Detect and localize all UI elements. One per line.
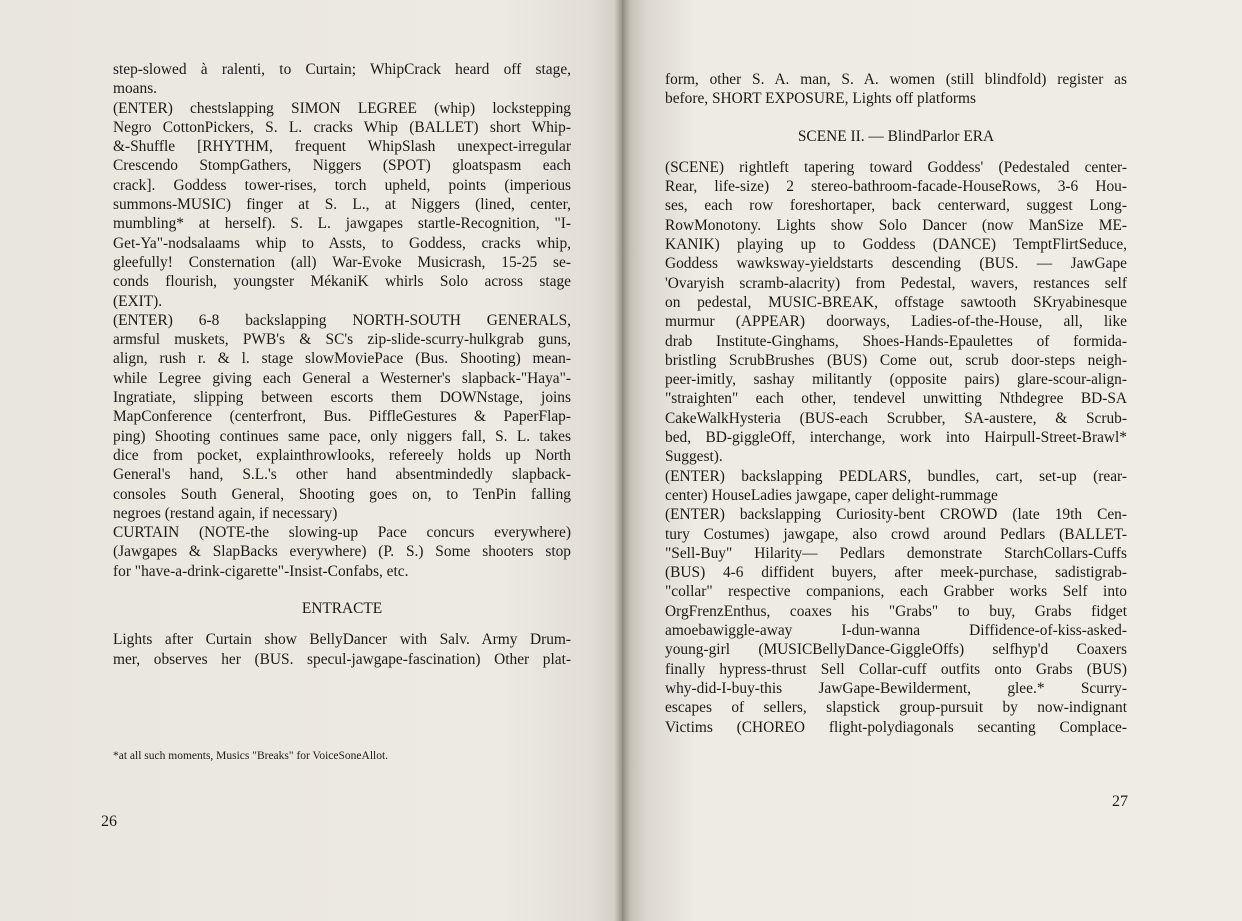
text-line: murmur (APPEAR) doorways, Ladies-of-the-House, all, like [665,313,1127,331]
section-heading-entracte: ENTRACTE [301,600,383,618]
text-line: (ENTER) 6-8 backslapping NORTH-SOUTH GENERALS, [113,311,571,329]
text-line: bed, BD-giggleOff, interchange, work into Hairpull-Street-Brawl* [665,429,1127,447]
text-line: MapConference (centerfront, Bus. PiffleGestures & PaperFlap- [113,408,571,426]
text-line: &-Shuffle [RHYTHM, frequent WhipSlash unexpect-irregular [113,138,571,156]
text-line: General's hand, S.L.'s other hand absentmindedly slapback- [113,466,571,484]
text-line: step-slowed à ralenti, to Curtain; WhipCrack heard off stage, [113,61,571,78]
text-line: amoebawiggle-away I-dun-wanna Diffidence-of-kiss-asked- [665,622,1127,640]
left-page-text [113,60,571,669]
text-line: Goddess wawksway-yieldstarts descending (BUS. — JawGape [665,255,1127,273]
text-line: armsful muskets, PWB's & SC's zip-slide-scurry-hulkgrab guns, [113,331,571,349]
text-line: (ENTER) backslapping PEDLARS, bundles, cart, set-up (rear- [665,467,1127,485]
text-line: Ingratiate, slipping between escorts them DOWNstage, joins [113,389,571,407]
text-line: moans. [113,80,158,98]
text-line: (BUS) 4-6 diffident buyers, after meek-purchase, sadistigrab- [665,564,1127,582]
text-line: before, SHORT EXPOSURE, Lights off platforms [665,90,977,108]
text-line: (ENTER) backslapping Curiosity-bent CROWD (late 19th Cen- [665,506,1127,524]
text-line: ses, each row foreshortaper, back centerward, suggest Long- [665,197,1127,215]
text-line: CURTAIN (NOTE-the slowing-up Pace concurs everywhere) [113,524,571,542]
text-line: align, rush r. & l. stage slowMoviePace (Bus. Shooting) mean- [113,350,571,368]
text-line: peer-imitly, sashay militantly (opposite pairs) glare-scour-align- [665,371,1127,389]
text-line: consoles South General, Shooting goes on, to TenPin falling [113,485,571,503]
text-line: tury Costumes) jawgape, also crowd around Pedlars (BALLET- [665,525,1127,543]
text-line: KANIK) playing up to Goddess (DANCE) TemptFlirtSeduce, [665,236,1127,254]
text-line: summons-MUSIC) finger at S. L., at Niggers (lined, center, [113,196,571,214]
book-gutter-shadow [614,0,630,921]
text-line: while Legree giving each General a Westerner's slapback-"Haya"- [113,369,571,387]
text-line: RowMonotony. Lights show Solo Dancer (now ManSize ME- [665,216,1127,234]
text-line: CakeWalkHysteria (BUS-each Scrubber, SA-austere, & Scrub- [665,409,1127,427]
footnote: *at all such moments, Musics "Breaks" for VoiceSoneAllot. [113,750,389,762]
right-page-text [665,70,1127,737]
text-line: 'Ovaryish scramb-alacrity) from Pedestal, wavers, restances self [665,274,1127,292]
text-line: young-girl (MUSICBellyDance-GiggleOffs) selfhyp'd Coaxers [665,641,1127,659]
text-line: Lights after Curtain show BellyDancer with Salv. Army Drum- [113,631,571,649]
text-line: bristling ScrubBrushes (BUS) Come out, scrub door-steps neigh- [665,351,1127,369]
text-line: Victims (CHOREO flight-polydiagonals secanting Complace- [665,718,1127,736]
text-line: Get-Ya"-nodsalaams whip to Assts, to Goddess, cracks whip, [113,234,571,252]
section-heading-scene-ii: SCENE II. — BlindParlor ERA [797,127,995,145]
text-line: (Jawgapes & SlapBacks everywhere) (P. S.) Some shooters stop [113,543,571,561]
text-line: Suggest). [665,448,723,466]
text-line: mer, observes her (BUS. specul-jawgape-fascination) Other plat- [113,650,571,668]
text-line: (EXIT). [113,292,163,310]
text-line: for "have-a-drink-cigarette"-Insist-Confabs, etc. [113,562,409,580]
text-line: why-did-I-buy-this JawGape-Bewilderment, glee.* Scurry- [665,679,1127,697]
text-line: OrgFrenzEnthus, coaxes his "Grabs" to buy, Grabs fidget [665,602,1127,620]
text-line: "collar" respective companions, each Grabber works Self into [665,583,1127,601]
text-line: conds flourish, youngster MékaniK whirls Solo across stage [113,273,571,291]
text-line: form, other S. A. man, S. A. women (still blindfold) register as [665,71,1127,88]
text-line: (ENTER) chestslapping SIMON LEGREE (whip) lockstepping [113,99,571,117]
text-line: gleefully! Consternation (all) War-Evoke Musicrash, 15-25 se- [113,253,571,271]
text-line: finally hypress-thrust Sell Collar-cuff outfits onto Grabs (BUS) [665,660,1127,678]
text-line: (SCENE) rightleft tapering toward Goddess' (Pedestaled center- [665,158,1127,176]
text-line: Negro CottonPickers, S. L. cracks Whip (BALLET) short Whip- [113,118,571,136]
text-line: Rear, life-size) 2 stereo-bathroom-facade-HouseRows, 3-6 Hou- [665,178,1127,196]
text-line: escapes of sellers, slapstick group-pursuit by now-indignant [665,699,1127,717]
text-line: on pedestal, MUSIC-BREAK, offstage sawtooth SKryabinesque [665,293,1127,311]
right-page [622,0,1242,921]
text-line: center) HouseLadies jawgape, caper delight-rummage [665,486,998,504]
text-line: Crescendo StompGathers, Niggers (SPOT) gloatspasm each [113,157,571,175]
page-number: 27 [1112,793,1128,810]
text-line: drab Institute-Ginghams, Shoes-Hands-Epaulettes of formida- [665,332,1127,350]
text-line: "straighten" each other, tendevel unwitting Nthdegree BD-SA [665,390,1127,408]
text-line: dice from pocket, explainthrowlooks, refereely holds up North [113,446,571,464]
text-line: crack]. Goddess tower-rises, torch upheld, points (imperious [113,176,571,194]
text-line: negroes (restand again, if necessary) [113,504,338,522]
text-line: ping) Shooting continues same pace, only niggers fall, S. L. takes [113,427,571,445]
text-line: mumbling* at herself). S. L. jawgapes startle-Recognition, "I- [113,215,571,233]
text-line: "Sell-Buy" Hilarity— Pedlars demonstrate StarchCollars-Cuffs [665,544,1127,562]
page-number: 26 [101,813,117,830]
